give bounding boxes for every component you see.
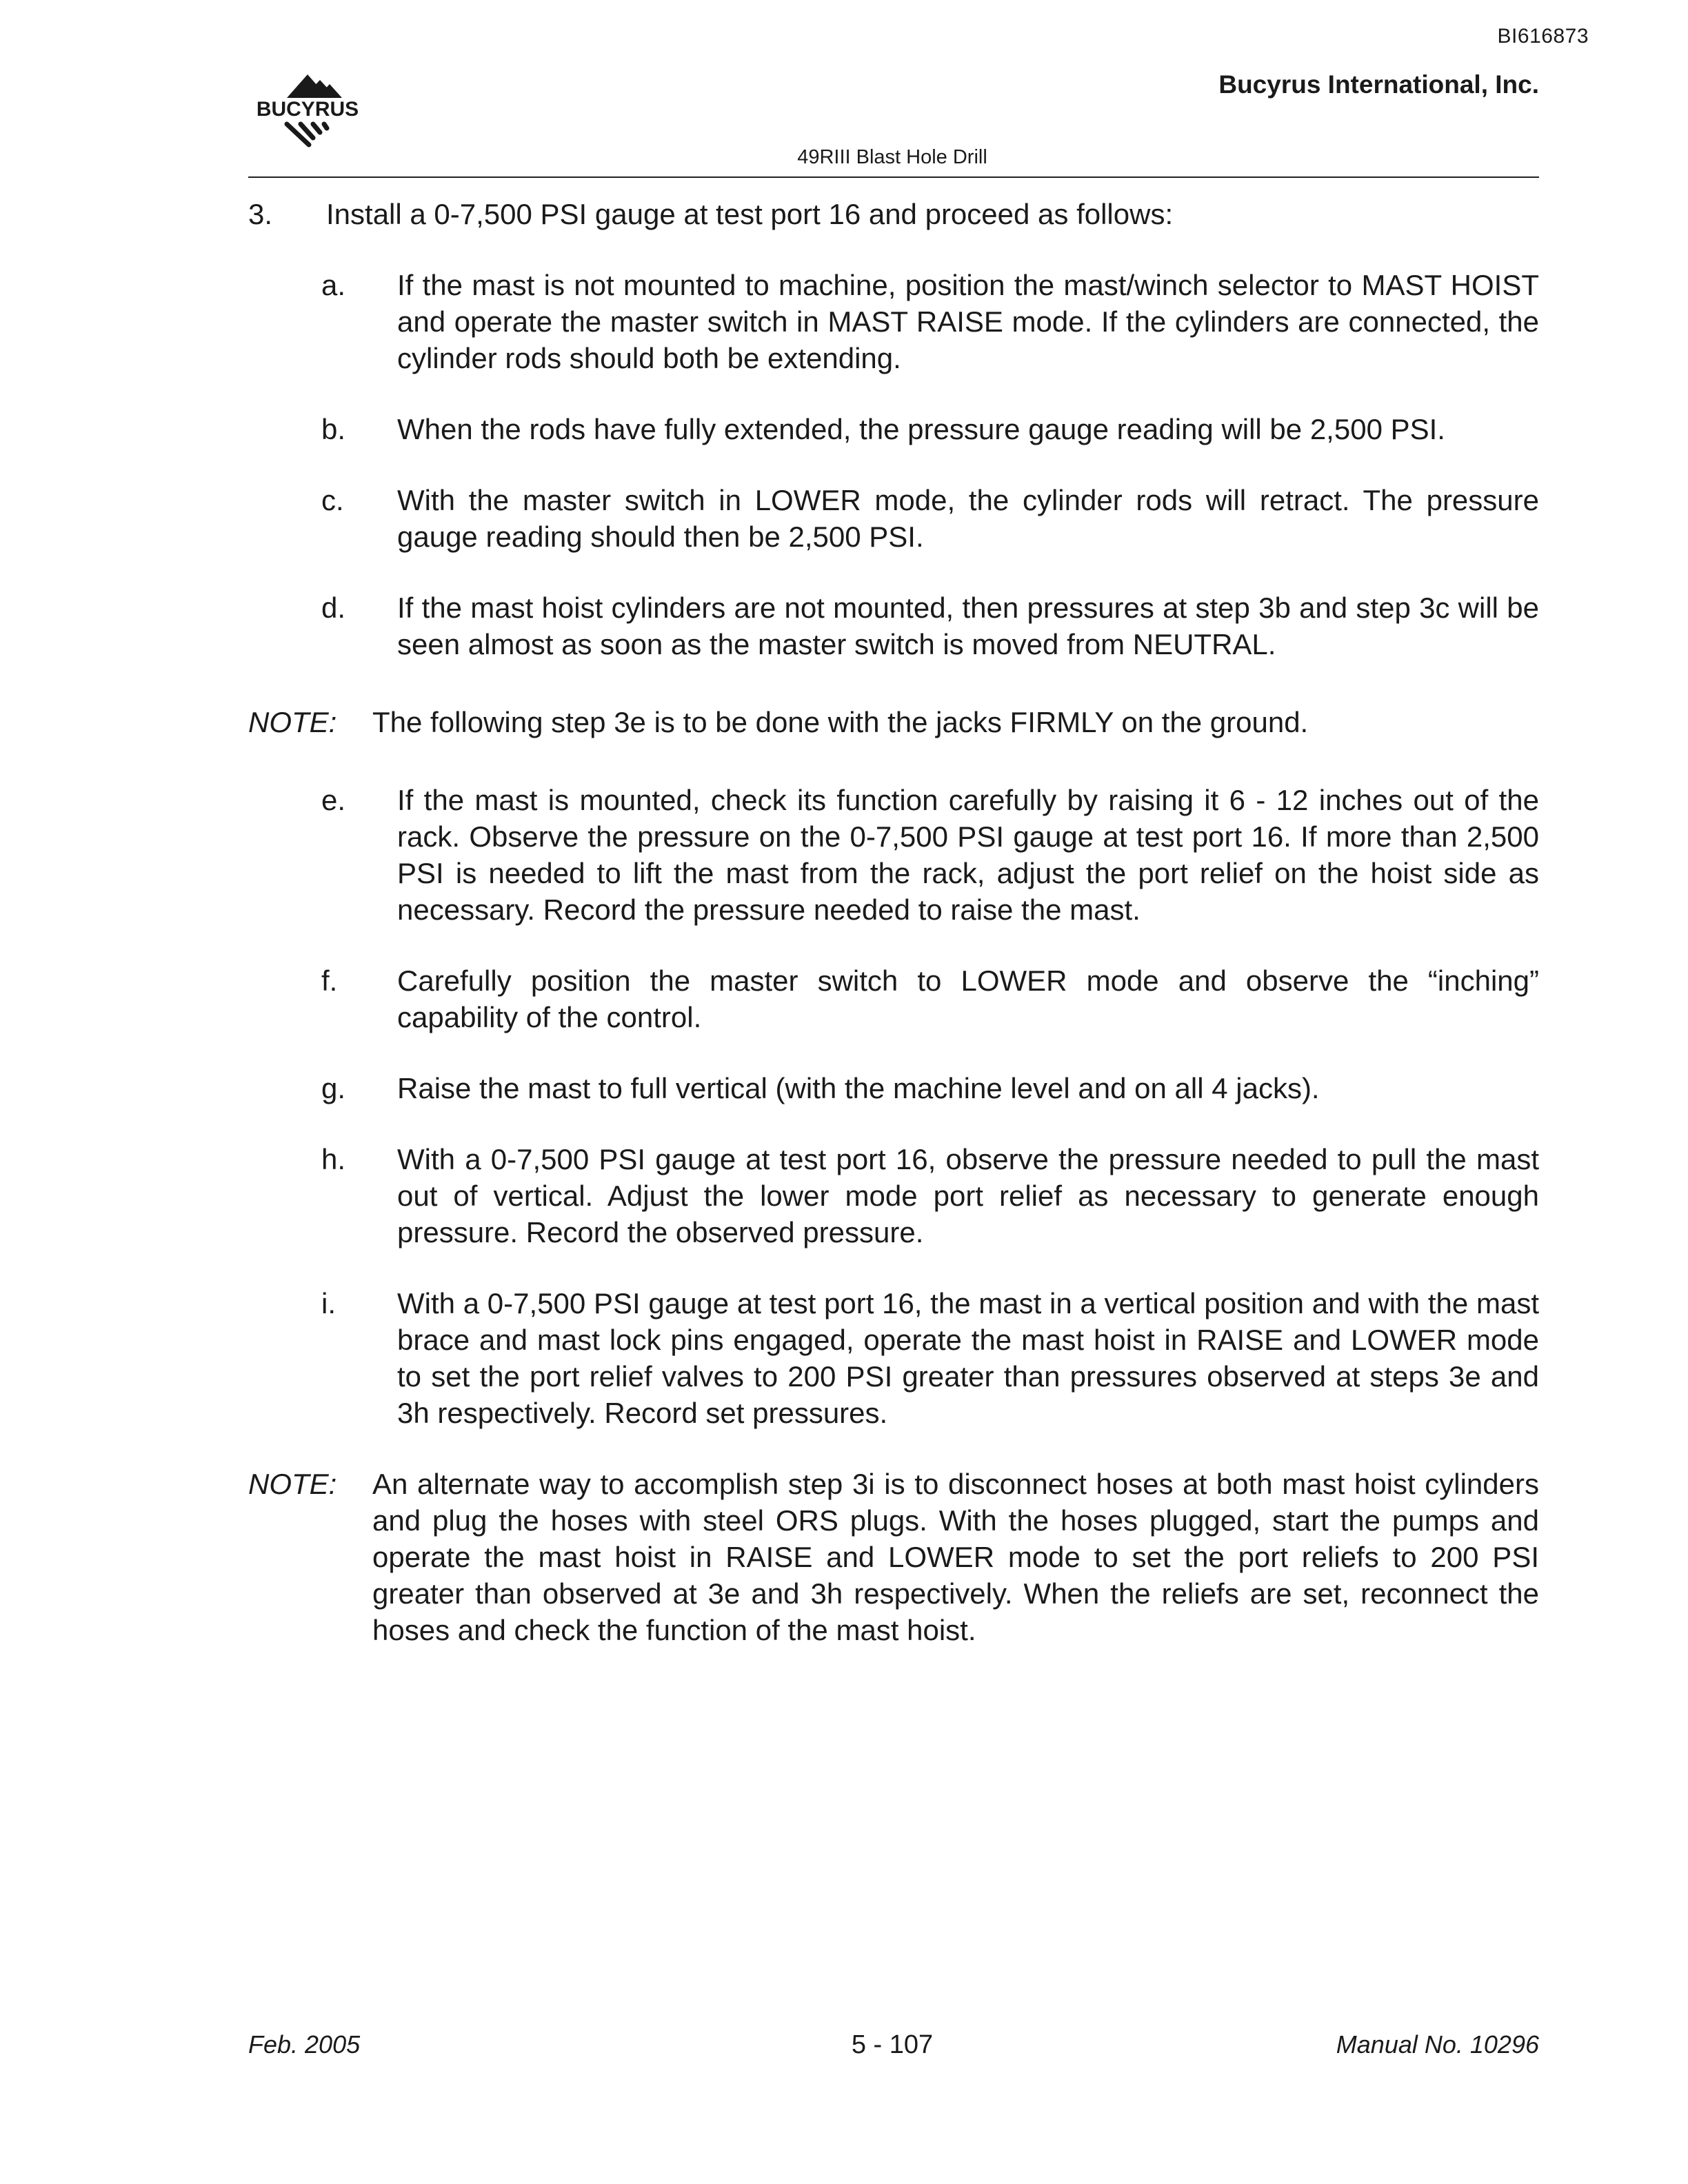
- substep-a: [321, 267, 1539, 376]
- note-text: The following step 3e is to be done with the jacks FIRMLY on the ground.: [372, 706, 1309, 738]
- substep-letter: d.: [321, 592, 346, 624]
- note-1: [248, 704, 1539, 740]
- note-label: NOTE:: [248, 706, 337, 738]
- substep-letter: h.: [321, 1143, 346, 1175]
- substep-text: With a 0-7,500 PSI gauge at test port 16, observe the pressure needed to pull the mast out of vertical. Adjust the lower mode port relief as necessary to generate enough pressure. Record the observed pressure.: [397, 1143, 1539, 1248]
- page-number: 5 - 107: [851, 2030, 934, 2059]
- substep-b: [321, 411, 1539, 447]
- manual-subtitle: 49RIII Blast Hole Drill: [797, 146, 987, 168]
- substep-text: Carefully position the master switch to LOWER mode and observe the “inching” capability of the control.: [397, 964, 1539, 1033]
- substep-letter: b.: [321, 413, 346, 445]
- header-divider: [248, 176, 1539, 178]
- substep-text: Raise the mast to full vertical (with the machine level and on all 4 jacks).: [397, 1072, 1320, 1104]
- substep-letter: f.: [321, 964, 338, 997]
- note-2: [248, 1466, 1539, 1648]
- substep-text: If the mast is mounted, check its function carefully by raising it 6 - 12 inches out of the rack. Observe the pressure on the 0-7,500 PSI gauge at test port 16. If more than 2,500 PSI is needed to lift the mast from the rack, adjust the port relief on the hoist side as necessary. Record the pressure needed to raise the mast.: [397, 784, 1539, 926]
- manual-number: Manual No. 10296: [1336, 2030, 1539, 2059]
- substep-text: With a 0-7,500 PSI gauge at test port 16, the mast in a vertical position and with the mast brace and mast lock pins engaged, operate the mast hoist in RAISE and LOWER mode to set the port relief valves to 200 PSI greater than pressures observed at steps 3e and 3h respectively. Record set pressures.: [397, 1287, 1539, 1429]
- substep-letter: e.: [321, 784, 346, 816]
- note-label: NOTE:: [248, 1468, 337, 1500]
- substep-f: [321, 962, 1539, 1035]
- substep-i: [321, 1285, 1539, 1431]
- company-name: Bucyrus International, Inc.: [1218, 70, 1539, 99]
- step-number: 3.: [248, 198, 273, 230]
- substep-letter: g.: [321, 1072, 346, 1104]
- substep-c: [321, 482, 1539, 555]
- footer-date: Feb. 2005: [248, 2030, 361, 2059]
- substep-letter: c.: [321, 484, 344, 516]
- substep-text: With the master switch in LOWER mode, the cylinder rods will retract. The pressure gauge reading should then be 2,500 PSI.: [397, 484, 1539, 553]
- substep-d: [321, 589, 1539, 663]
- note-text: An alternate way to accomplish step 3i is to disconnect hoses at both mast hoist cylinders and plug the hoses with steel ORS plugs. With the hoses plugged, start the pumps and operate the mast hoist in RAISE and LOWER mode to set the port reliefs to 200 PSI greater than observed at 3e and 3h respectively. When the reliefs are set, reconnect the hoses and check the function of the mast hoist.: [372, 1468, 1539, 1646]
- substep-h: [321, 1141, 1539, 1251]
- substep-letter: i.: [321, 1287, 336, 1320]
- substep-letter: a.: [321, 269, 346, 301]
- substep-text: If the mast is not mounted to machine, position the mast/winch selector to MAST HOIST and operate the master switch in MAST RAISE mode. If the cylinders are connected, the cylinder rods should both be extending.: [397, 269, 1539, 374]
- document-id: BI616873: [1497, 25, 1589, 48]
- substep-text: If the mast hoist cylinders are not mounted, then pressures at step 3b and step 3c will be seen almost as soon as the master switch is moved from NEUTRAL.: [397, 592, 1539, 660]
- step-text: Install a 0-7,500 PSI gauge at test port 16 and proceed as follows:: [326, 198, 1174, 230]
- substep-g: [321, 1070, 1539, 1106]
- substep-text: When the rods have fully extended, the pressure gauge reading will be 2,500 PSI.: [397, 413, 1445, 445]
- step-3: [248, 196, 1539, 232]
- bucyrus-logo: [245, 70, 370, 153]
- logo-text: BUCYRUS: [256, 98, 359, 121]
- document-body: [248, 196, 1539, 1648]
- substep-e: [321, 782, 1539, 928]
